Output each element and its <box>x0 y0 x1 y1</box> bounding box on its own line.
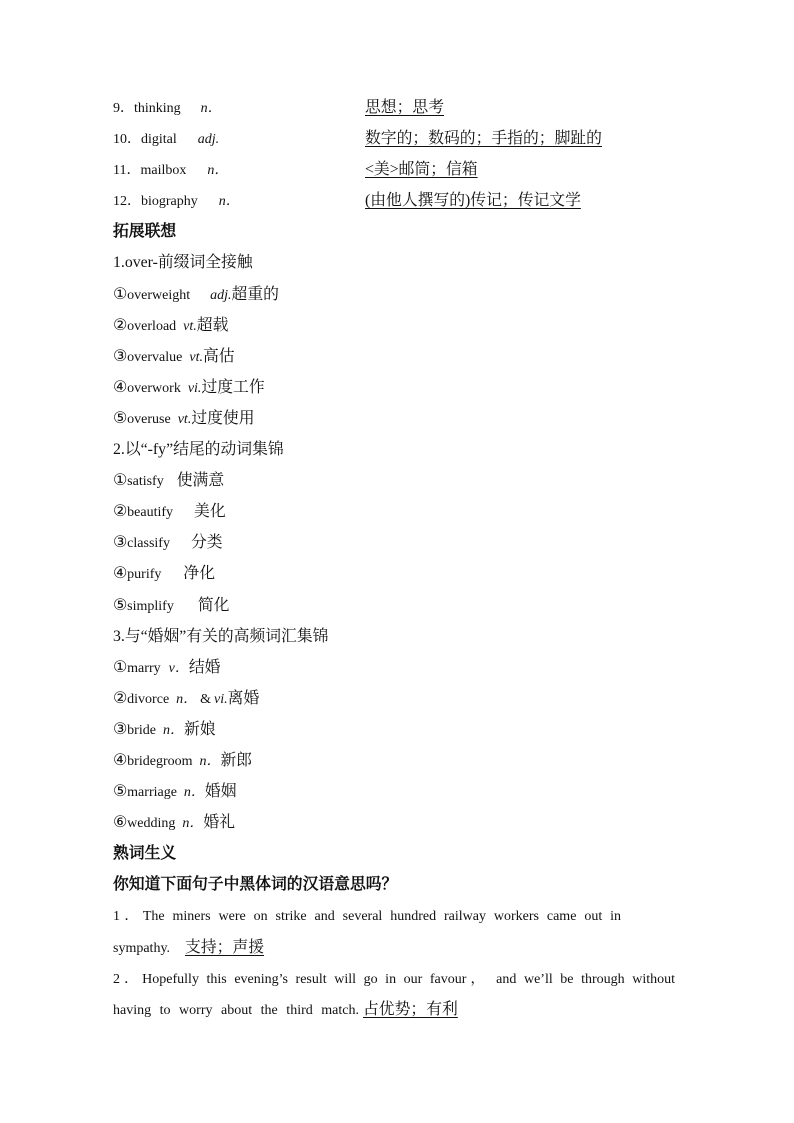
list-item <box>113 683 688 714</box>
list-item <box>113 496 688 527</box>
item-part-of-speech: v． <box>168 660 189 676</box>
vocab-part-of-speech: n． <box>207 163 229 179</box>
vocab-word: mailbox <box>140 163 187 179</box>
item-word: marriage <box>127 785 177 801</box>
item-meaning: 使满意 <box>176 472 225 490</box>
item-word: overvalue <box>127 349 183 365</box>
vocab-part-of-speech: n． <box>218 194 240 210</box>
item-marker: ⑥ <box>113 814 128 832</box>
sentence-number: 2． <box>113 971 143 987</box>
list-item <box>113 558 688 589</box>
vocab-word: digital <box>141 132 177 148</box>
item-part-of-speech: n． <box>162 722 184 738</box>
sentence-line <box>113 900 688 931</box>
item-marker: ⑤ <box>113 596 128 614</box>
vocab-item <box>113 123 688 154</box>
item-part-of-speech: n． <box>199 753 221 769</box>
item-word: purify <box>127 567 162 583</box>
item-meaning: 离婚 <box>227 689 260 707</box>
sentence-line <box>113 994 688 1025</box>
sentence-answer: 占优势；有利 <box>363 1000 458 1018</box>
sentence-line-text: sympathy. <box>113 940 171 956</box>
section-heading-familiar-words: 熟词生义 <box>113 845 177 863</box>
item-meaning: 净化 <box>183 565 215 583</box>
vocab-part-of-speech: n． <box>200 101 222 116</box>
item-marker: ④ <box>113 378 128 396</box>
vocab-number: 9． <box>113 101 134 116</box>
item-marker: ② <box>113 503 128 521</box>
sentence-line <box>113 963 688 994</box>
item-part-of-speech: n． <box>182 816 204 832</box>
list-item <box>113 590 688 621</box>
list-item <box>113 745 688 776</box>
vocab-word: biography <box>141 194 198 210</box>
list-item <box>113 341 688 372</box>
list-item <box>113 807 688 838</box>
item-word: overload <box>127 318 177 334</box>
item-meaning: 过度使用 <box>191 409 255 427</box>
vocab-number: 11． <box>113 163 141 179</box>
item-part-of-speech-2: vi. <box>214 691 228 707</box>
section-heading-expansion: 拓展联想 <box>113 223 177 241</box>
item-marker: ⑤ <box>113 409 128 427</box>
item-meaning: 简化 <box>197 596 230 614</box>
item-meaning: 超重的 <box>231 285 279 303</box>
item-marker: ① <box>113 472 128 490</box>
sentence-text <box>113 963 675 995</box>
item-meaning: 新郎 <box>220 751 253 769</box>
vocab-number: 12． <box>113 194 141 210</box>
item-marker: ① <box>113 658 128 676</box>
item-pos-joiner: & <box>200 691 212 707</box>
list-item <box>113 465 688 496</box>
vocab-part-of-speech: adj. <box>197 132 220 148</box>
vocab-item <box>113 154 688 185</box>
vocab-word: thinking <box>134 101 181 116</box>
list-item <box>113 310 688 341</box>
list-item <box>113 527 688 558</box>
item-part-of-speech: n． <box>183 785 205 801</box>
item-marker: ③ <box>113 347 128 365</box>
item-part-of-speech: n． <box>176 691 198 707</box>
sentence-line-text: The miners were on strike and several hundred railway workers came out in <box>142 909 622 925</box>
list-item <box>113 652 688 683</box>
item-marker: ③ <box>113 720 128 738</box>
item-part-of-speech: vt. <box>183 318 197 334</box>
list-item <box>113 279 688 310</box>
sentence-text <box>113 994 359 1026</box>
item-word: marry <box>127 660 161 676</box>
item-part-of-speech: vt. <box>189 349 203 365</box>
item-word: overwork <box>127 380 181 396</box>
vocab-term <box>113 123 365 155</box>
item-marker: ④ <box>113 565 128 583</box>
group-title: 1.over-前缀词全接触 <box>113 254 253 272</box>
item-meaning: 超载 <box>196 316 229 334</box>
vocab-term <box>113 185 365 217</box>
item-meaning: 婚姻 <box>204 783 237 801</box>
vocab-item <box>113 92 688 123</box>
vocab-meaning: (由他人撰写的)传记；传记文学 <box>365 192 581 210</box>
vocab-meaning: 数字的；数码的；手指的；脚趾的 <box>365 130 602 148</box>
item-meaning: 婚礼 <box>203 814 235 832</box>
sentence-line-text: having to worry about the third match. <box>113 1002 359 1018</box>
sentence-line <box>113 932 688 963</box>
sentence-text <box>113 900 621 932</box>
item-word: wedding <box>127 816 176 832</box>
item-word: bride <box>127 722 156 738</box>
item-marker: ① <box>113 285 128 303</box>
item-meaning: 分类 <box>190 534 223 552</box>
exercise-prompt: 你知道下面句子中黑体词的汉语意思吗？ <box>113 876 398 894</box>
item-marker: ② <box>113 689 128 707</box>
item-word: beautify <box>127 505 174 521</box>
list-item <box>113 372 688 403</box>
item-meaning: 结婚 <box>188 658 221 676</box>
item-marker: ③ <box>113 534 128 552</box>
group-title: 2.以“-fy”结尾的动词集锦 <box>113 441 284 459</box>
item-part-of-speech: adj. <box>210 287 232 303</box>
item-part-of-speech: vi. <box>187 380 202 396</box>
list-item <box>113 714 688 745</box>
item-marker: ④ <box>113 751 128 769</box>
item-meaning: 高估 <box>202 347 235 365</box>
item-word: simplify <box>127 598 174 614</box>
item-word: satisfy <box>127 474 164 490</box>
page-content <box>113 92 688 1025</box>
item-meaning: 过度工作 <box>201 378 265 396</box>
item-word: overweight <box>127 287 191 303</box>
item-marker: ② <box>113 316 128 334</box>
sentence-line-text: Hopefully this evening’s result will go in our favour， and we’ll be through without <box>142 971 676 987</box>
item-meaning: 美化 <box>194 503 226 521</box>
list-item <box>113 776 688 807</box>
group-title: 3.与“婚姻”有关的高频词汇集锦 <box>113 627 329 645</box>
vocab-term <box>113 154 365 186</box>
sentence-answer: 支持；声援 <box>185 938 265 956</box>
item-word: bridegroom <box>127 753 193 769</box>
item-word: divorce <box>127 691 170 707</box>
item-meaning: 新娘 <box>183 720 216 738</box>
item-marker: ⑤ <box>113 783 128 801</box>
item-part-of-speech: vt. <box>177 411 192 427</box>
vocab-term <box>113 92 365 124</box>
item-word: classify <box>127 536 170 552</box>
vocab-meaning: <美>邮筒；信箱 <box>365 161 478 179</box>
vocab-meaning: 思想；思考 <box>365 99 444 116</box>
item-word: overuse <box>127 411 171 427</box>
vocab-number: 10． <box>113 132 141 148</box>
list-item <box>113 403 688 434</box>
vocab-item <box>113 185 688 216</box>
sentence-number: 1． <box>113 909 143 925</box>
